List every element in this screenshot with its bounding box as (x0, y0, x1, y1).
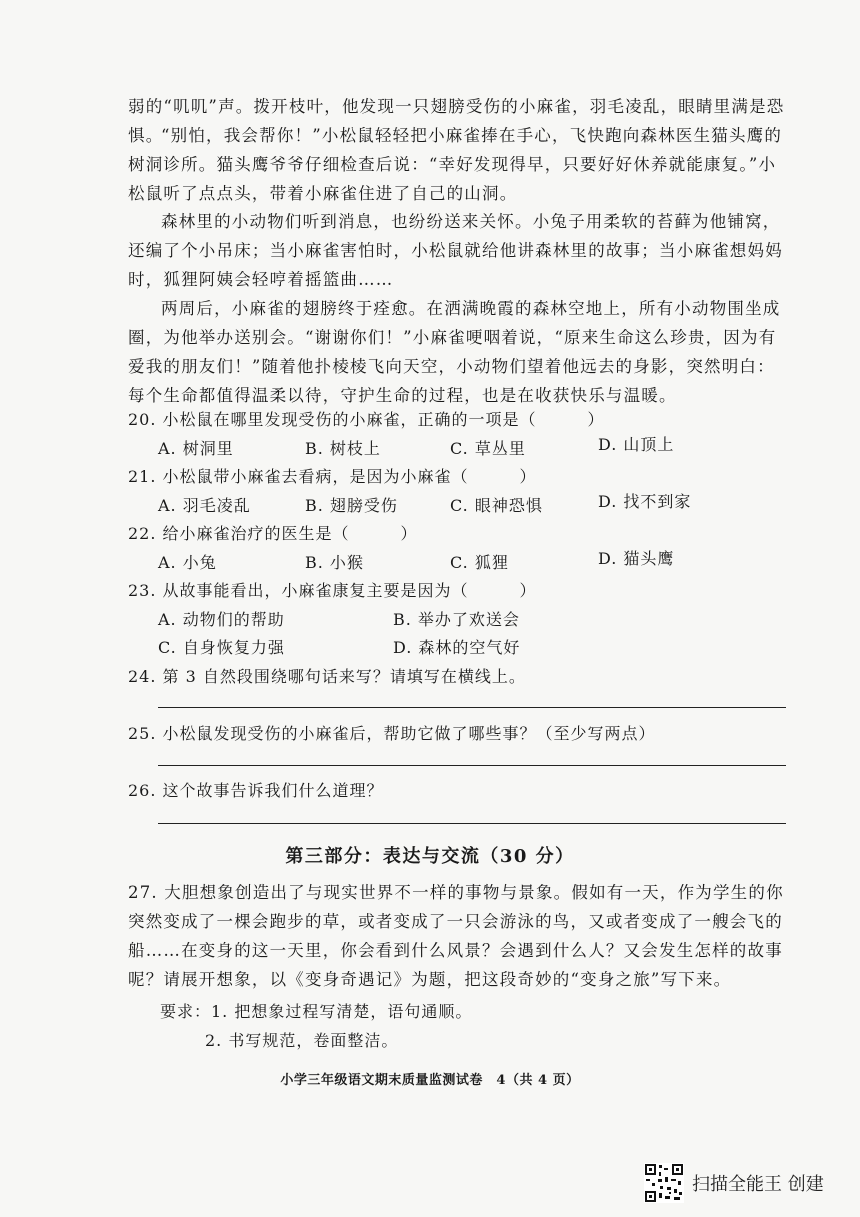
q23-option-a: A. 动物们的帮助 (158, 610, 285, 629)
q25-answer-line[interactable] (158, 765, 786, 766)
question-24: 24. 第 3 自然段围绕哪句话来写？请填写在横线上。 (128, 667, 526, 686)
q22-option-a: A. 小兔 (158, 553, 217, 572)
question-22: 22. 给小麻雀治疗的医生是（ ） (128, 524, 418, 543)
q20-option-c: C. 草丛里 (450, 439, 526, 458)
q23-option-b: B. 举办了欢送会 (393, 610, 520, 629)
requirement-2: 2. 书写规范，卷面整洁。 (205, 1031, 399, 1050)
q22-option-b: B. 小猴 (305, 553, 364, 572)
question-25: 25. 小松鼠发现受伤的小麻雀后，帮助它做了哪些事？（至少写两点） (128, 724, 656, 743)
q22-option-d: D. 猫头鹰 (598, 549, 675, 568)
q20-option-d: D. 山顶上 (598, 435, 675, 454)
question-21: 21. 小松鼠带小麻雀去看病，是因为小麻雀（ ） (128, 467, 537, 486)
question-23: 23. 从故事能看出，小麻雀康复主要是因为（ ） (128, 581, 537, 600)
requirement-1: 要求：1. 把想象过程写清楚，语句通顺。 (160, 1002, 473, 1021)
q20-option-b: B. 树枝上 (305, 439, 381, 458)
q20-option-a: A. 树洞里 (158, 439, 234, 458)
q26-answer-line[interactable] (158, 823, 786, 824)
passage-paragraph-3: 森林里的小动物们听到消息，也纷纷送来关怀。小兔子用柔软的苔藓为他铺窝，还编了个小吊床；当小麻雀害怕时，小松鼠就给他讲森林里的故事；当小麻雀想妈妈时，狐狸阿姨会轻哼着摇篮曲…… (128, 212, 783, 289)
passage-paragraph-2: “别怕，我会帮你！”小松鼠轻轻把小麻雀捧在手心，飞快跑向森林医生猫头鹰的树洞诊所。猫头鹰爷爷仔细检查后说：“幸好发现得早，只要好好休养就能康复。”小松鼠听了点点头，带着小麻雀住进了自己的山洞。 (128, 126, 783, 203)
q24-answer-line[interactable] (158, 707, 786, 708)
q22-option-c: C. 狐狸 (450, 553, 509, 572)
q21-option-d: D. 找不到家 (598, 492, 692, 511)
q23-option-d: D. 森林的空气好 (393, 638, 521, 657)
passage-paragraph-4: 两周后，小麻雀的翅膀终于痊愈。在洒满晚霞的森林空地上，所有小动物围坐成圈，为他举办送别会。“谢谢你们！”小麻雀哽咽着说，“原来生命这么珍贵，因为有爱我的朋友们！”随着他扑棱棱飞向天空，小动物们望着他远去的身影，突然明白：每个生命都值得温柔以待，守护生命的过程，也是在收获快乐与温暖。 (128, 299, 781, 405)
section-3-title: 第三部分：表达与交流（30 分） (285, 846, 575, 867)
page-footer: 小学三年级语文期末质量监测试卷 4（共 4 页） (280, 1073, 580, 1088)
q21-option-c: C. 眼神恐惧 (450, 496, 543, 515)
q23-option-c: C. 自身恢复力强 (158, 638, 285, 657)
qr-code-icon (644, 1163, 684, 1203)
scanner-watermark: 扫描全能王 创建 (692, 1174, 824, 1195)
q21-option-b: B. 翅膀受伤 (305, 496, 398, 515)
question-27: 27. 大胆想象创造出了与现实世界不一样的事物与景象。假如有一天，作为学生的你突然变成了一棵会跑步的草，或者变成了一只会游泳的鸟，又或者变成了一艘会飞的船……在变身的这一天里，你会看到什么风景？会遇到什么人？又会发生怎样的故事呢？请展开想象，以《变身奇遇记》为题，把这段奇妙的“变身之旅”写下来。 (128, 883, 784, 989)
passage-paragraph-1-tail: 弱的“叽叽”声。拨开枝叶，他发现一只翅膀受伤的小麻雀，羽毛凌乱，眼睛里满是恐惧。 (128, 97, 785, 145)
q21-option-a: A. 羽毛凌乱 (158, 496, 251, 515)
question-20: 20. 小松鼠在哪里发现受伤的小麻雀，正确的一项是（ ） (128, 410, 605, 429)
question-26: 26. 这个故事告诉我们什么道理？ (128, 781, 384, 800)
